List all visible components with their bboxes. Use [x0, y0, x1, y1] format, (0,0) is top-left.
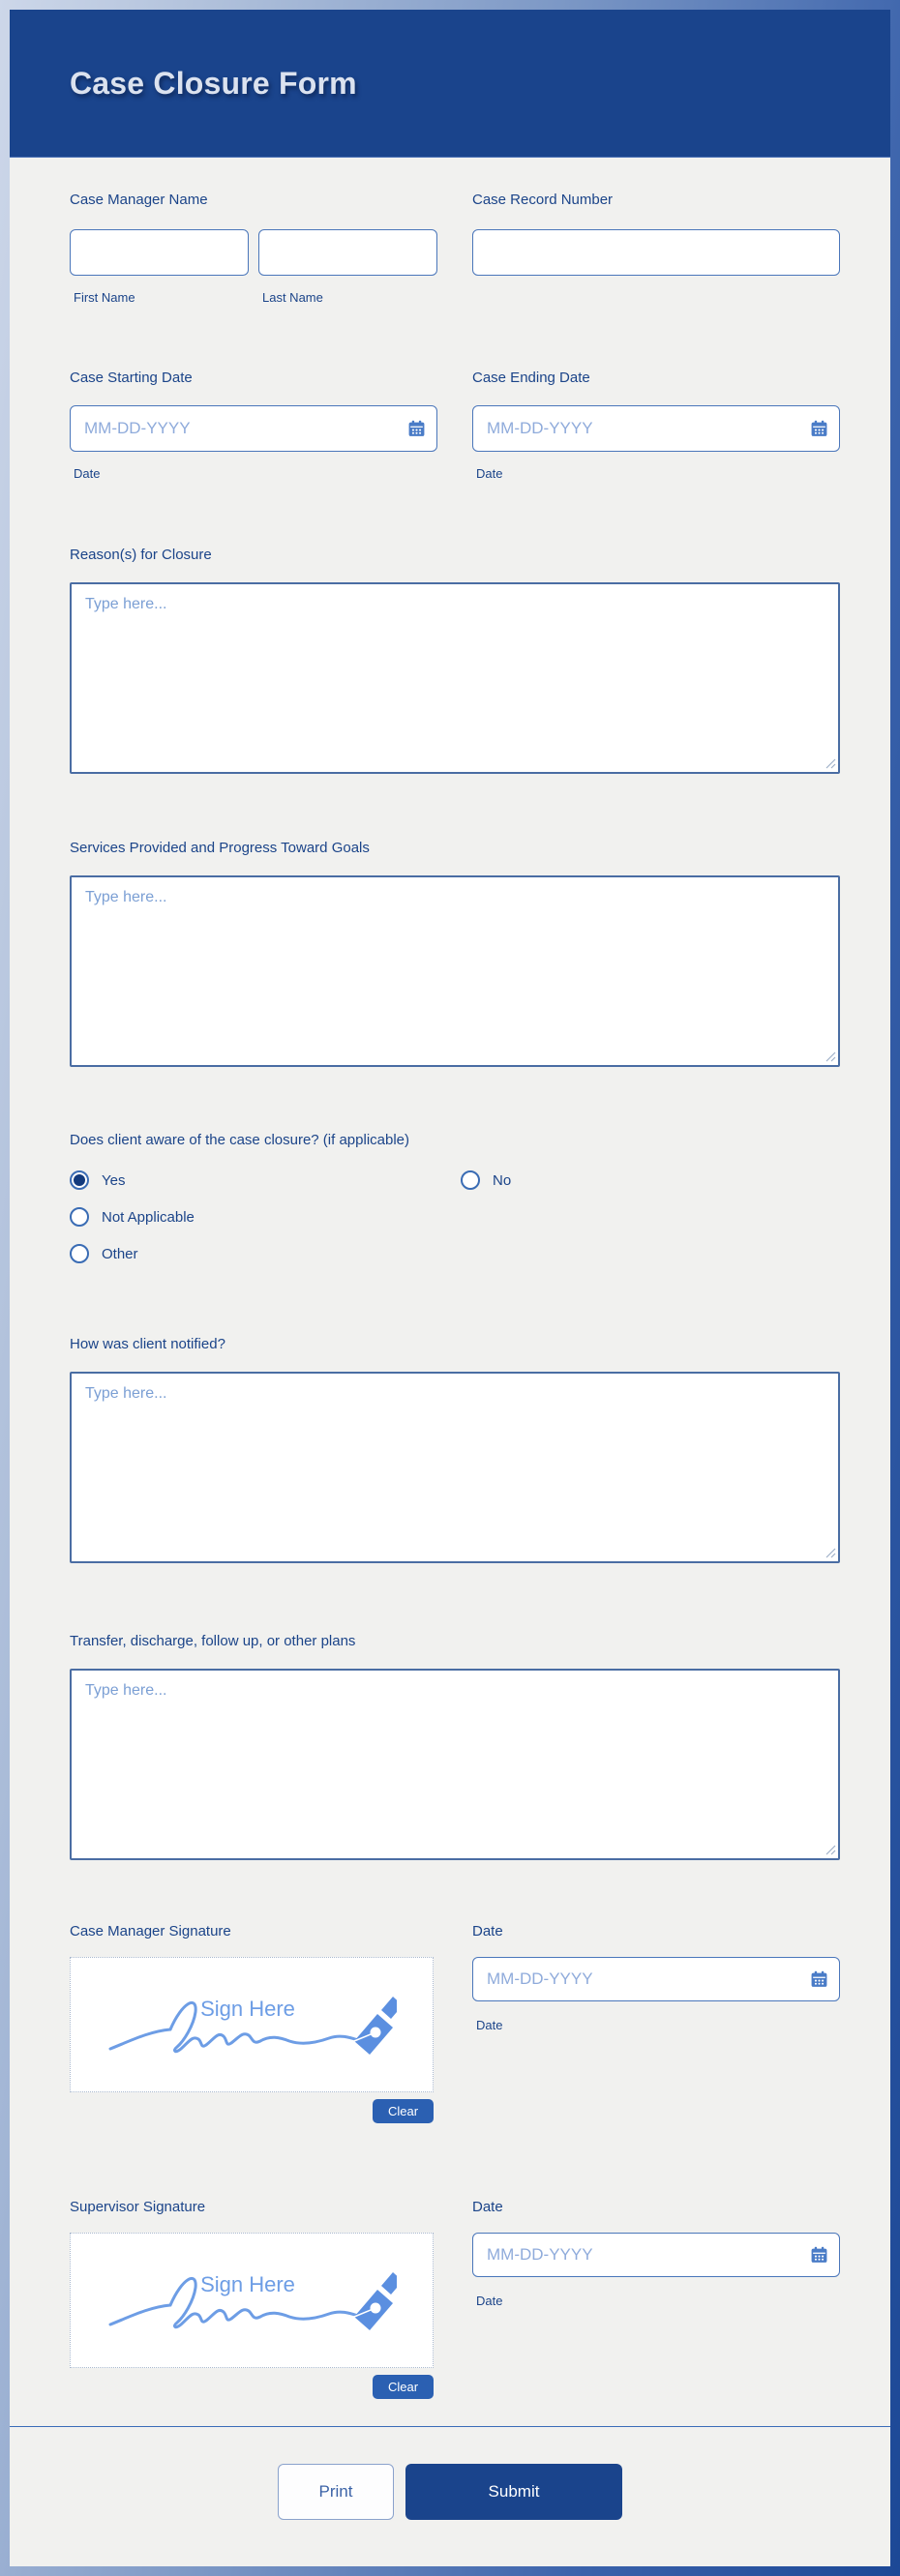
resize-grip-icon[interactable] [825, 1845, 836, 1855]
form-actions [10, 2464, 890, 2520]
sup-signature-clear-button[interactable]: Clear [373, 2375, 434, 2399]
case-record-number-input[interactable] [472, 229, 840, 276]
cm-date-label: Date [472, 1923, 503, 1939]
calendar-icon[interactable] [407, 420, 426, 438]
transfer-textarea[interactable] [70, 1669, 840, 1860]
sup-signature-date-input[interactable] [472, 2233, 840, 2277]
radio-option-label: Yes [102, 1171, 126, 1189]
first-name-input[interactable] [70, 229, 249, 276]
services-textarea[interactable] [70, 875, 840, 1067]
resize-grip-icon[interactable] [825, 758, 836, 769]
page-title: Case Closure Form [70, 65, 357, 101]
cm-signature-clear-button[interactable]: Clear [373, 2099, 434, 2123]
notified-textarea[interactable] [70, 1372, 840, 1563]
cm-signature-group [70, 1923, 434, 2123]
reason-textarea[interactable] [70, 582, 840, 774]
calendar-icon[interactable] [810, 1970, 828, 1989]
resize-grip-icon[interactable] [825, 1548, 836, 1558]
submit-button[interactable]: Submit [405, 2464, 622, 2520]
radio-option-label: No [493, 1171, 512, 1189]
fountain-pen-icon [354, 1997, 397, 2055]
services-label: Services Provided and Progress Toward Goals [70, 840, 370, 856]
section-name-record [70, 192, 840, 305]
sup-date-label: Date [472, 2199, 503, 2215]
footer-divider [10, 2426, 890, 2427]
section-notified [70, 1336, 840, 1563]
transfer-label: Transfer, discharge, follow up, or other plans [70, 1633, 356, 1649]
radio-grid-spacer [461, 1207, 840, 1227]
section-sup-signature [70, 2199, 840, 2399]
case-closure-form [10, 10, 890, 2566]
radio-option-label: Not Applicable [102, 1208, 195, 1226]
section-dates [70, 370, 840, 481]
radio-option-label: Other [102, 1245, 138, 1262]
sup-signature-pad[interactable] [70, 2233, 434, 2368]
radio-option-no[interactable] [461, 1170, 840, 1190]
sup-date-sublabel: Date [476, 2294, 503, 2308]
radio-button-icon[interactable] [70, 1207, 89, 1227]
reason-label: Reason(s) for Closure [70, 547, 212, 563]
sign-here-text: Sign Here [200, 2272, 295, 2296]
case-manager-name-group [70, 192, 437, 305]
last-name-sublabel: Last Name [262, 290, 323, 305]
sign-here-graphic [106, 1987, 397, 2062]
case-starting-date-input[interactable] [70, 405, 437, 452]
radio-option-yes[interactable] [70, 1170, 437, 1190]
case-ending-date-group [472, 370, 840, 481]
section-services [70, 840, 840, 1067]
section-client-aware [70, 1132, 840, 1263]
case-record-number-label: Case Record Number [472, 192, 614, 208]
cm-signature-pad[interactable] [70, 1957, 434, 2092]
last-name-input[interactable] [258, 229, 437, 276]
form-body [10, 158, 890, 2566]
sign-here-graphic [106, 2263, 397, 2338]
radio-button-icon[interactable] [70, 1244, 89, 1263]
resize-grip-icon[interactable] [825, 1051, 836, 1062]
case-record-number-group [472, 192, 840, 305]
cm-signature-date-input[interactable] [472, 1957, 840, 2001]
calendar-icon[interactable] [810, 420, 828, 438]
radio-button-icon[interactable] [70, 1170, 89, 1190]
case-ending-date-label: Case Ending Date [472, 370, 590, 386]
sup-signature-group [70, 2199, 434, 2399]
case-starting-date-group [70, 370, 437, 481]
notified-label: How was client notified? [70, 1336, 225, 1352]
radio-option-other[interactable] [70, 1244, 437, 1263]
cm-signature-date-group [472, 1923, 840, 2123]
case-manager-name-label: Case Manager Name [70, 192, 208, 208]
radio-button-icon[interactable] [461, 1170, 480, 1190]
section-transfer [70, 1633, 840, 1860]
case-starting-date-label: Case Starting Date [70, 370, 193, 386]
section-reason [70, 547, 840, 774]
print-button[interactable]: Print [278, 2464, 394, 2520]
form-header [10, 10, 890, 158]
section-cm-signature [70, 1923, 840, 2123]
radio-option-not-applicable[interactable] [70, 1207, 437, 1227]
first-name-sublabel: First Name [74, 290, 135, 305]
sign-here-text: Sign Here [200, 1997, 295, 2021]
sup-signature-date-group [472, 2199, 840, 2399]
fountain-pen-icon [354, 2272, 397, 2330]
client-aware-question: Does client aware of the case closure? (if applicable) [70, 1132, 410, 1148]
starting-date-sublabel: Date [74, 466, 101, 481]
sup-signature-label: Supervisor Signature [70, 2199, 206, 2215]
ending-date-sublabel: Date [476, 466, 503, 481]
cm-date-sublabel: Date [476, 2018, 503, 2032]
cm-signature-label: Case Manager Signature [70, 1923, 231, 1939]
calendar-icon[interactable] [810, 2246, 828, 2265]
case-ending-date-input[interactable] [472, 405, 840, 452]
